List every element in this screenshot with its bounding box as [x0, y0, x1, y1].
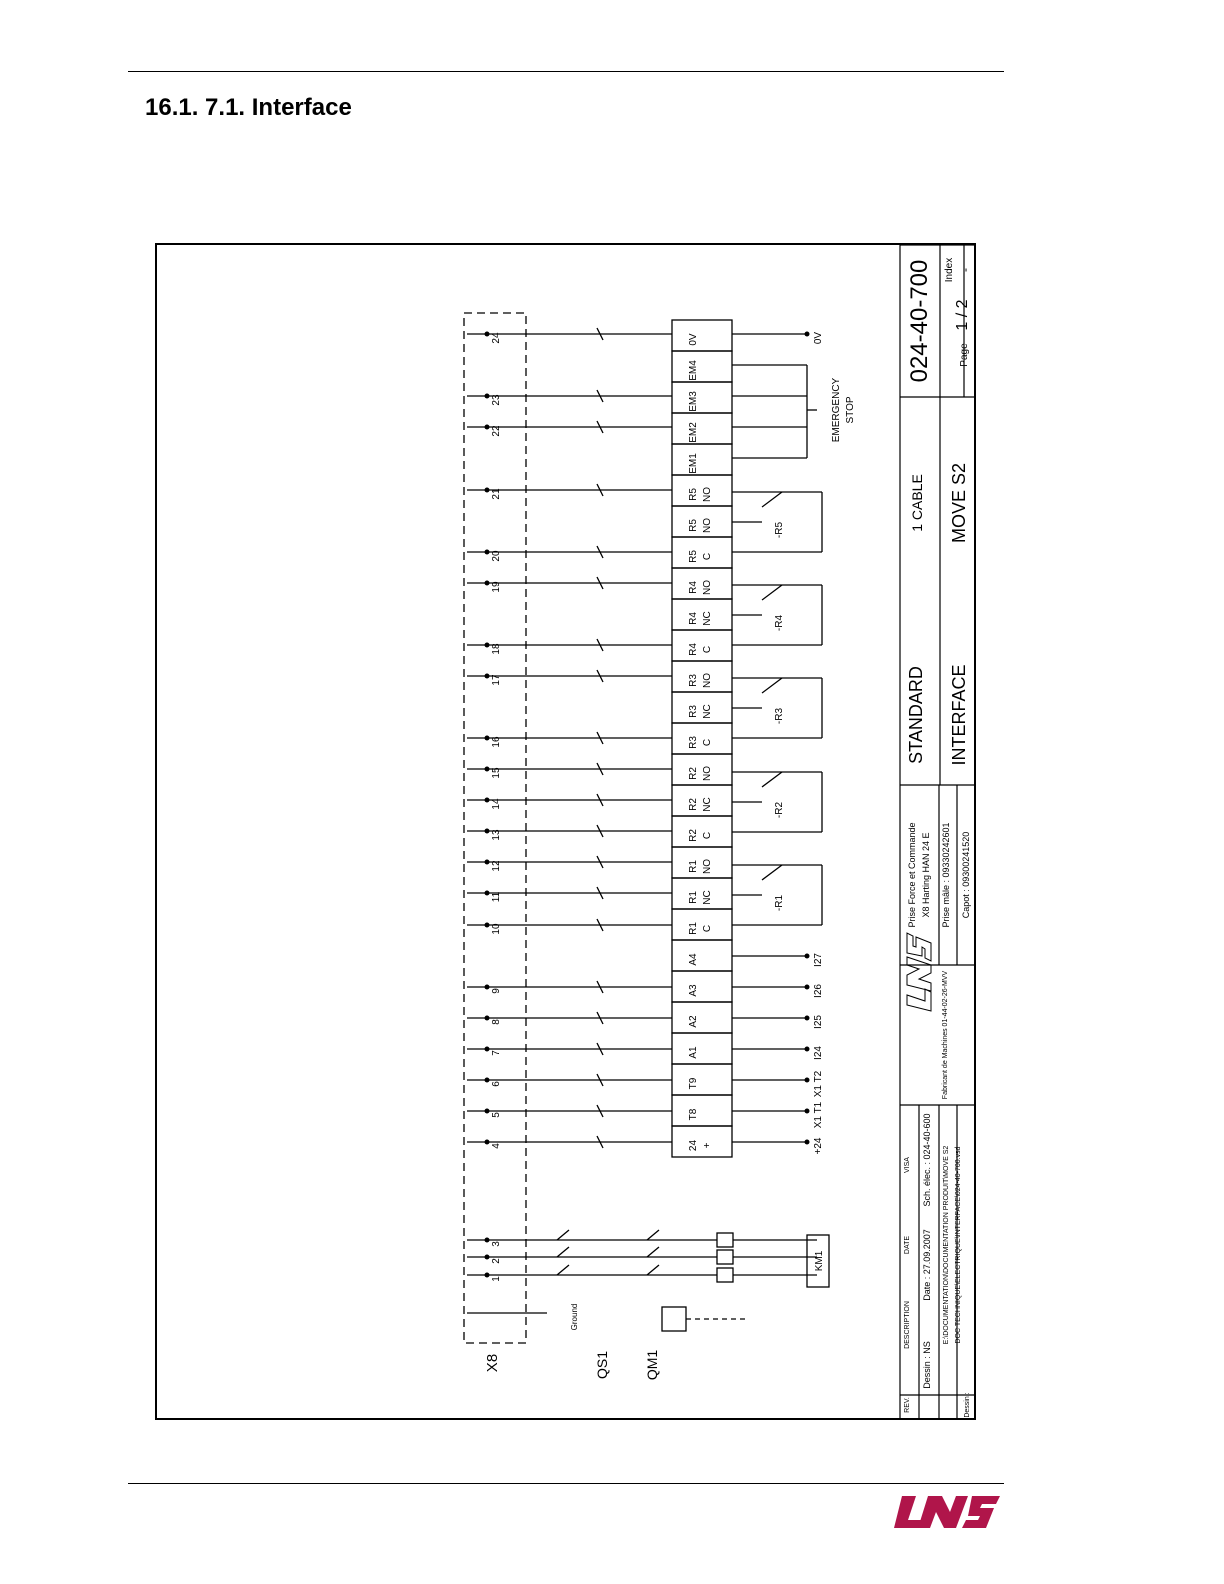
file-path-2: DOC TECHNIQUE\ELECTRIQUE\INTERFACE\024-40-700.vsd [955, 1146, 962, 1344]
schematic-ref: Sch. élec. : 024-40-600 [922, 1113, 932, 1207]
model-label: MOVE S2 [949, 462, 969, 544]
dessin: Dessin : NS [922, 1341, 932, 1389]
main-pin-label: 1 [491, 1276, 502, 1282]
ground-label: Ground [570, 1303, 579, 1331]
km1-label: KM1 [814, 1250, 825, 1272]
terminal-box [672, 537, 732, 568]
terminal-label-1: A1 [688, 1046, 699, 1059]
terminal-label [688, 1108, 699, 1120]
terminal-box [672, 909, 732, 940]
pin-contact [485, 643, 490, 648]
qm1-label: QM1 [644, 1349, 660, 1381]
terminal-label-1: R5 [688, 519, 699, 532]
relay-label: -R4 [774, 614, 785, 632]
terminal-label-2: C [702, 924, 713, 933]
terminal-label-1: A3 [688, 984, 699, 997]
terminal-label [688, 580, 713, 595]
signal-node [805, 954, 810, 959]
terminal-box [672, 320, 732, 351]
qs1-label: QS1 [594, 1350, 610, 1380]
rev-label: DESCRIPTION [904, 1301, 911, 1349]
pin-label-15: 15 [491, 767, 502, 779]
company-line: Fabricant de Machines 01-44-02-26-MVV [942, 970, 949, 1100]
pin-contact [485, 923, 490, 928]
index-label: Index [944, 257, 955, 283]
relay-contact [762, 492, 782, 507]
pin-label-16: 16 [491, 736, 502, 748]
terminal-label-2: NO [702, 859, 713, 874]
signal-node [805, 1140, 810, 1145]
terminal-box [672, 1095, 732, 1126]
terminal-box [672, 723, 732, 754]
main-pin-label: 3 [491, 1241, 502, 1247]
terminal-label-1: R2 [688, 767, 699, 780]
terminal-label [688, 984, 699, 997]
terminal-label-1: R3 [688, 674, 699, 687]
pin-label-23: 23 [491, 394, 502, 406]
pin-label-18: 18 [491, 643, 502, 655]
terminal-label [688, 766, 713, 781]
terminal-label-1: R5 [688, 550, 699, 563]
pin-contact [485, 736, 490, 741]
terminal-label-1: R3 [688, 736, 699, 749]
pin-label-5: 5 [491, 1112, 502, 1118]
pin-label-13: 13 [491, 829, 502, 841]
terminal-label [688, 736, 713, 749]
pin-label-24: 24 [491, 332, 502, 344]
terminal-label [688, 643, 713, 656]
pin-contact [485, 798, 490, 803]
qs1-contact [557, 1265, 569, 1275]
title-block-logo [907, 933, 931, 1011]
terminal-label-2: NO [702, 673, 713, 688]
terminal-label-1: R3 [688, 705, 699, 718]
relay-label: -R5 [774, 521, 785, 539]
terminal-label [688, 673, 713, 688]
plug-title: Prise Force et Commande [907, 822, 917, 928]
pin-contact [485, 891, 490, 896]
terminal-box [672, 351, 732, 382]
pin-label-8: 8 [491, 1019, 502, 1025]
terminal-label-1: R4 [688, 581, 699, 594]
pin-contact [485, 674, 490, 679]
logo-l [907, 989, 931, 1011]
signal-node [805, 985, 810, 990]
schematic-drawing [157, 245, 976, 1420]
terminal-label [688, 453, 699, 474]
terminal-label-1: EM3 [688, 391, 699, 412]
pin-contact [485, 425, 490, 430]
pin-label-21: 21 [491, 488, 502, 500]
qm1-contact [647, 1247, 659, 1257]
cable-label: 1 CABLE [909, 474, 925, 532]
pin-label-9: 9 [491, 988, 502, 994]
terminal-label-1: A4 [688, 953, 699, 966]
terminal-box [672, 940, 732, 971]
terminal-label-1: R2 [688, 798, 699, 811]
terminal-label [688, 829, 713, 842]
pin-label-14: 14 [491, 798, 502, 810]
terminal-label-1: R5 [688, 488, 699, 501]
pin-label-10: 10 [491, 923, 502, 935]
pin-contact [485, 860, 490, 865]
pin-label-19: 19 [491, 581, 502, 593]
thermal-element [717, 1250, 733, 1264]
dessin-label-2: Dessin : [964, 1392, 971, 1418]
pin-contact [485, 985, 490, 990]
terminal-label [688, 704, 713, 718]
capot: Capot : 09300241520 [961, 831, 971, 919]
zero-volt-node [805, 332, 810, 337]
signal-node [805, 1109, 810, 1114]
signal-label: X1 T1 [813, 1101, 824, 1129]
terminal-label [688, 797, 713, 811]
rev-label: DATE [904, 1235, 911, 1255]
terminal-label-2: C [702, 738, 713, 747]
pin-contact [485, 1140, 490, 1145]
terminal-label [688, 391, 699, 412]
terminal-label [688, 487, 713, 502]
top-rule [128, 71, 1004, 72]
terminal-label-1: R2 [688, 829, 699, 842]
prise-male: Prise mâle : 09330242601 [941, 822, 951, 928]
terminal-label [688, 1077, 699, 1089]
relay-label: -R1 [774, 894, 785, 912]
terminal-label-2: C [702, 552, 713, 561]
pin-label-22: 22 [491, 425, 502, 437]
terminal-label-1: 0V [688, 333, 699, 346]
terminal-box [672, 1126, 732, 1157]
qm1-contact [647, 1265, 659, 1275]
rev-label: REV. [904, 1397, 911, 1413]
terminal-label-2: NC [702, 611, 713, 626]
pin-contact [485, 488, 490, 493]
relay-contact [762, 585, 782, 600]
terminal-label-1: R4 [688, 643, 699, 656]
terminal-label-1: R1 [688, 860, 699, 873]
logo-s [907, 933, 931, 961]
main-pin-label: 2 [491, 1258, 502, 1264]
terminal-label [688, 859, 713, 874]
date: Date : 27.09.2007 [922, 1229, 932, 1301]
terminal-label [688, 333, 699, 346]
terminal-label-1: EM1 [688, 453, 699, 474]
terminal-label-2: C [702, 645, 713, 654]
terminal-label-1: R4 [688, 612, 699, 625]
terminal-label-1: T9 [688, 1077, 699, 1090]
signal-node [805, 1016, 810, 1021]
terminal-box [672, 1064, 732, 1095]
terminal-label-1: 24 [688, 1139, 699, 1152]
connector-x8-label: X8 [484, 1353, 501, 1373]
relay-label: -R2 [774, 801, 785, 819]
terminal-label [688, 953, 699, 966]
section-title: 16.1. 7.1. Interface [145, 94, 352, 121]
terminal-box [672, 382, 732, 413]
pin-contact [485, 767, 490, 772]
terminal-label-1: A2 [688, 1015, 699, 1028]
wiring-schematic [155, 243, 976, 1420]
relay-contact [762, 772, 782, 787]
terminal-label-2: NO [702, 487, 713, 502]
qs1-contact [557, 1230, 569, 1240]
pin-contact [485, 581, 490, 586]
main-contact [485, 1255, 490, 1260]
pin-contact [485, 550, 490, 555]
terminal-label-1: EM2 [688, 422, 699, 443]
terminal-label-2: NO [702, 580, 713, 595]
pin-label-20: 20 [491, 550, 502, 562]
pin-contact [485, 1016, 490, 1021]
logo-m [907, 957, 931, 991]
terminal-label-2: + [702, 1142, 713, 1149]
pin-contact [485, 394, 490, 399]
terminal-box [672, 444, 732, 475]
terminal-label-2: NC [702, 797, 713, 812]
terminal-label-1: EM4 [688, 360, 699, 381]
terminal-label [688, 922, 713, 935]
terminal-label-1: T8 [688, 1108, 699, 1121]
pin-contact [485, 1078, 490, 1083]
terminal-label-2: C [702, 831, 713, 840]
terminal-box [672, 413, 732, 444]
rev-label: VISA [904, 1157, 911, 1173]
signal-label: I26 [813, 984, 824, 998]
terminal-label [688, 1140, 713, 1152]
terminal-label [688, 611, 713, 625]
page-value: 1 / 2 [954, 299, 971, 331]
pin-contact [485, 1047, 490, 1052]
signal-label: I27 [813, 953, 824, 967]
title-standard: STANDARD [906, 666, 926, 764]
terminal-box [672, 1002, 732, 1033]
pin-label-12: 12 [491, 860, 502, 872]
signal-node [805, 1047, 810, 1052]
pin-label-4: 4 [491, 1143, 502, 1149]
plug-ref: X8 Harting HAN 24 E [921, 832, 931, 918]
terminal-label-1: R1 [688, 922, 699, 935]
zero-volt-label: 0V [813, 331, 824, 345]
file-path-1: E:\DOCUMENTATION\DOCUMENTATION PRODUIT\MOVE S2 [943, 1145, 950, 1345]
thermal-element [717, 1268, 733, 1282]
drawing-number: 024-40-700 [906, 259, 933, 383]
relay-contact [762, 865, 782, 880]
terminal-label [688, 422, 699, 443]
terminal-label [688, 890, 713, 904]
signal-label: I25 [813, 1015, 824, 1029]
bottom-rule [128, 1483, 1004, 1484]
pin-contact [485, 829, 490, 834]
pin-label-11: 11 [491, 891, 502, 903]
terminal-label [688, 518, 713, 533]
signal-label: X1 T2 [813, 1070, 824, 1098]
signal-label: I24 [813, 1046, 824, 1060]
qm1-coil [662, 1307, 686, 1331]
pin-contact [485, 1109, 490, 1114]
connector-x8-box [464, 313, 526, 1343]
index-value: - [958, 268, 972, 272]
relay-label: -R3 [774, 707, 785, 725]
terminal-box [672, 816, 732, 847]
terminal-label [688, 360, 699, 381]
main-contact [485, 1273, 490, 1278]
pin-label-7: 7 [491, 1050, 502, 1056]
pin-label-17: 17 [491, 674, 502, 686]
terminal-label [688, 1015, 699, 1028]
terminal-box [672, 1033, 732, 1064]
title-interface: INTERFACE [949, 664, 969, 766]
pin-contact [485, 332, 490, 337]
thermal-element [717, 1233, 733, 1247]
signal-node [805, 1078, 810, 1083]
relay-contact [762, 678, 782, 693]
terminal-label-2: NC [702, 704, 713, 719]
emergency-label-2: STOP [845, 396, 856, 424]
terminal-label [688, 550, 713, 563]
company-logo [892, 1494, 1004, 1530]
pin-label-6: 6 [491, 1081, 502, 1087]
qm1-contact [647, 1230, 659, 1240]
terminal-label [688, 1046, 699, 1059]
terminal-label-2: NC [702, 890, 713, 905]
qs1-contact [557, 1247, 569, 1257]
terminal-label-1: R1 [688, 891, 699, 904]
terminal-box [672, 971, 732, 1002]
page-label: Page [959, 343, 970, 367]
terminal-label-2: NO [702, 518, 713, 533]
terminal-box [672, 630, 732, 661]
signal-label: +24 [813, 1137, 824, 1155]
emergency-label-1: EMERGENCY [831, 377, 842, 443]
terminal-label-2: NO [702, 766, 713, 781]
main-contact [485, 1238, 490, 1243]
